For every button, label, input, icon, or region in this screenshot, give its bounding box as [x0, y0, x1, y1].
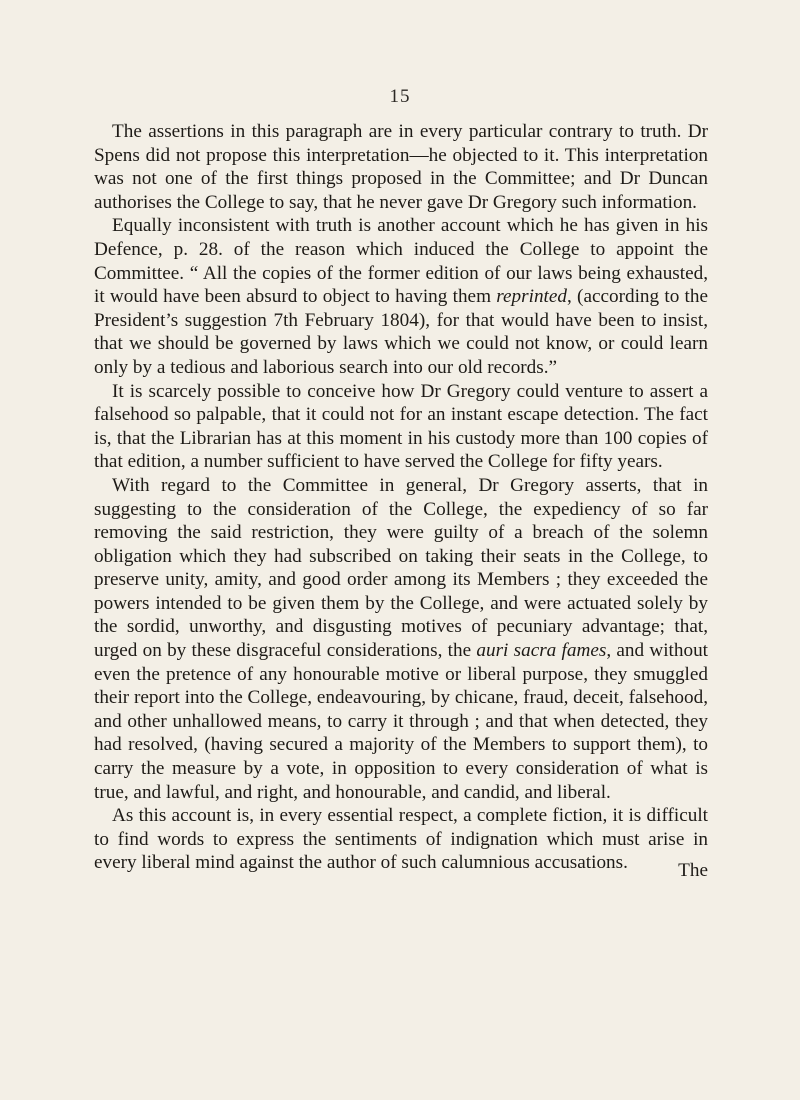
catchword: The [678, 860, 708, 881]
paragraph-4-part-1: With regard to the Committee in general, Dr Gregory asserts, that in suggesting to the consideration of the College, the expediency of so far removing the said restriction, they were guilty of a breach of the solemn obligation which they had subscribed on taking their seats in the College, to preserve unity, amity, and good order among its Members ; they exceeded the powers intended to be given them by the College, and were actuated solely by the sordid, unworthy, and disgusting motives of pecuniary advantage; that, urged on by these disgraceful considerations, the [94, 474, 708, 662]
paragraph-2-italic: reprinted [496, 286, 567, 308]
paragraph-2-part-2: , (according to the President’s suggestion 7th February 1804), for that would have been to insist, that we should be governed by laws which we could not know, or could learn only by a tedious and laborious search into our old records.” [94, 286, 708, 378]
paragraph-4 [94, 474, 708, 804]
paragraph-4-part-2: , and without even the pretence of any honourable motive or liberal purpose, they smuggled their report into the College, endeavouring, by chicane, fraud, deceit, falsehood, and other unhallowed means, to carry it through ; and that when detected, they had resolved, (having secured a majority of the Members to support them), to carry the measure by a vote, in opposition to every consideration of what is true, and lawful, and right, and honourable, and candid, and liberal. [94, 640, 708, 803]
paragraph-5: As this account is, in every essential respect, a complete fiction, it is difficult to find words to express the sentiments of indignation which must arise in every liberal mind against the author of such calumnious accusations. [94, 805, 708, 874]
page-number: 15 [389, 86, 411, 107]
paragraph-2-part-1: Equally inconsistent with truth is another account which he has given in his Defence, p. 28. of the reason which induced the College to appoint the Committee. “ All the copies of the former edition of our laws being exhausted, it would have been absurd to object to having them [94, 215, 708, 308]
paragraph-3: It is scarcely possible to conceive how Dr Gregory could venture to assert a falsehood so palpable, that it could not for an instant escape detection. The fact is, that the Librarian has at this moment in his custody more than 100 copies of that edition, a number sufficient to have served the College for fifty years. [94, 380, 708, 473]
paragraph-4-italic: auri sacra fames [476, 640, 607, 662]
body-text [94, 120, 708, 875]
paragraph-1: The assertions in this paragraph are in every particular contrary to truth. Dr Spens did not propose this interpretation—he objected to it. This interpretation was not one of the first things proposed in the Committee; and Dr Duncan authorises the College to say, that he never gave Dr Gregory such information. [94, 121, 708, 213]
paragraph-2 [94, 214, 708, 379]
